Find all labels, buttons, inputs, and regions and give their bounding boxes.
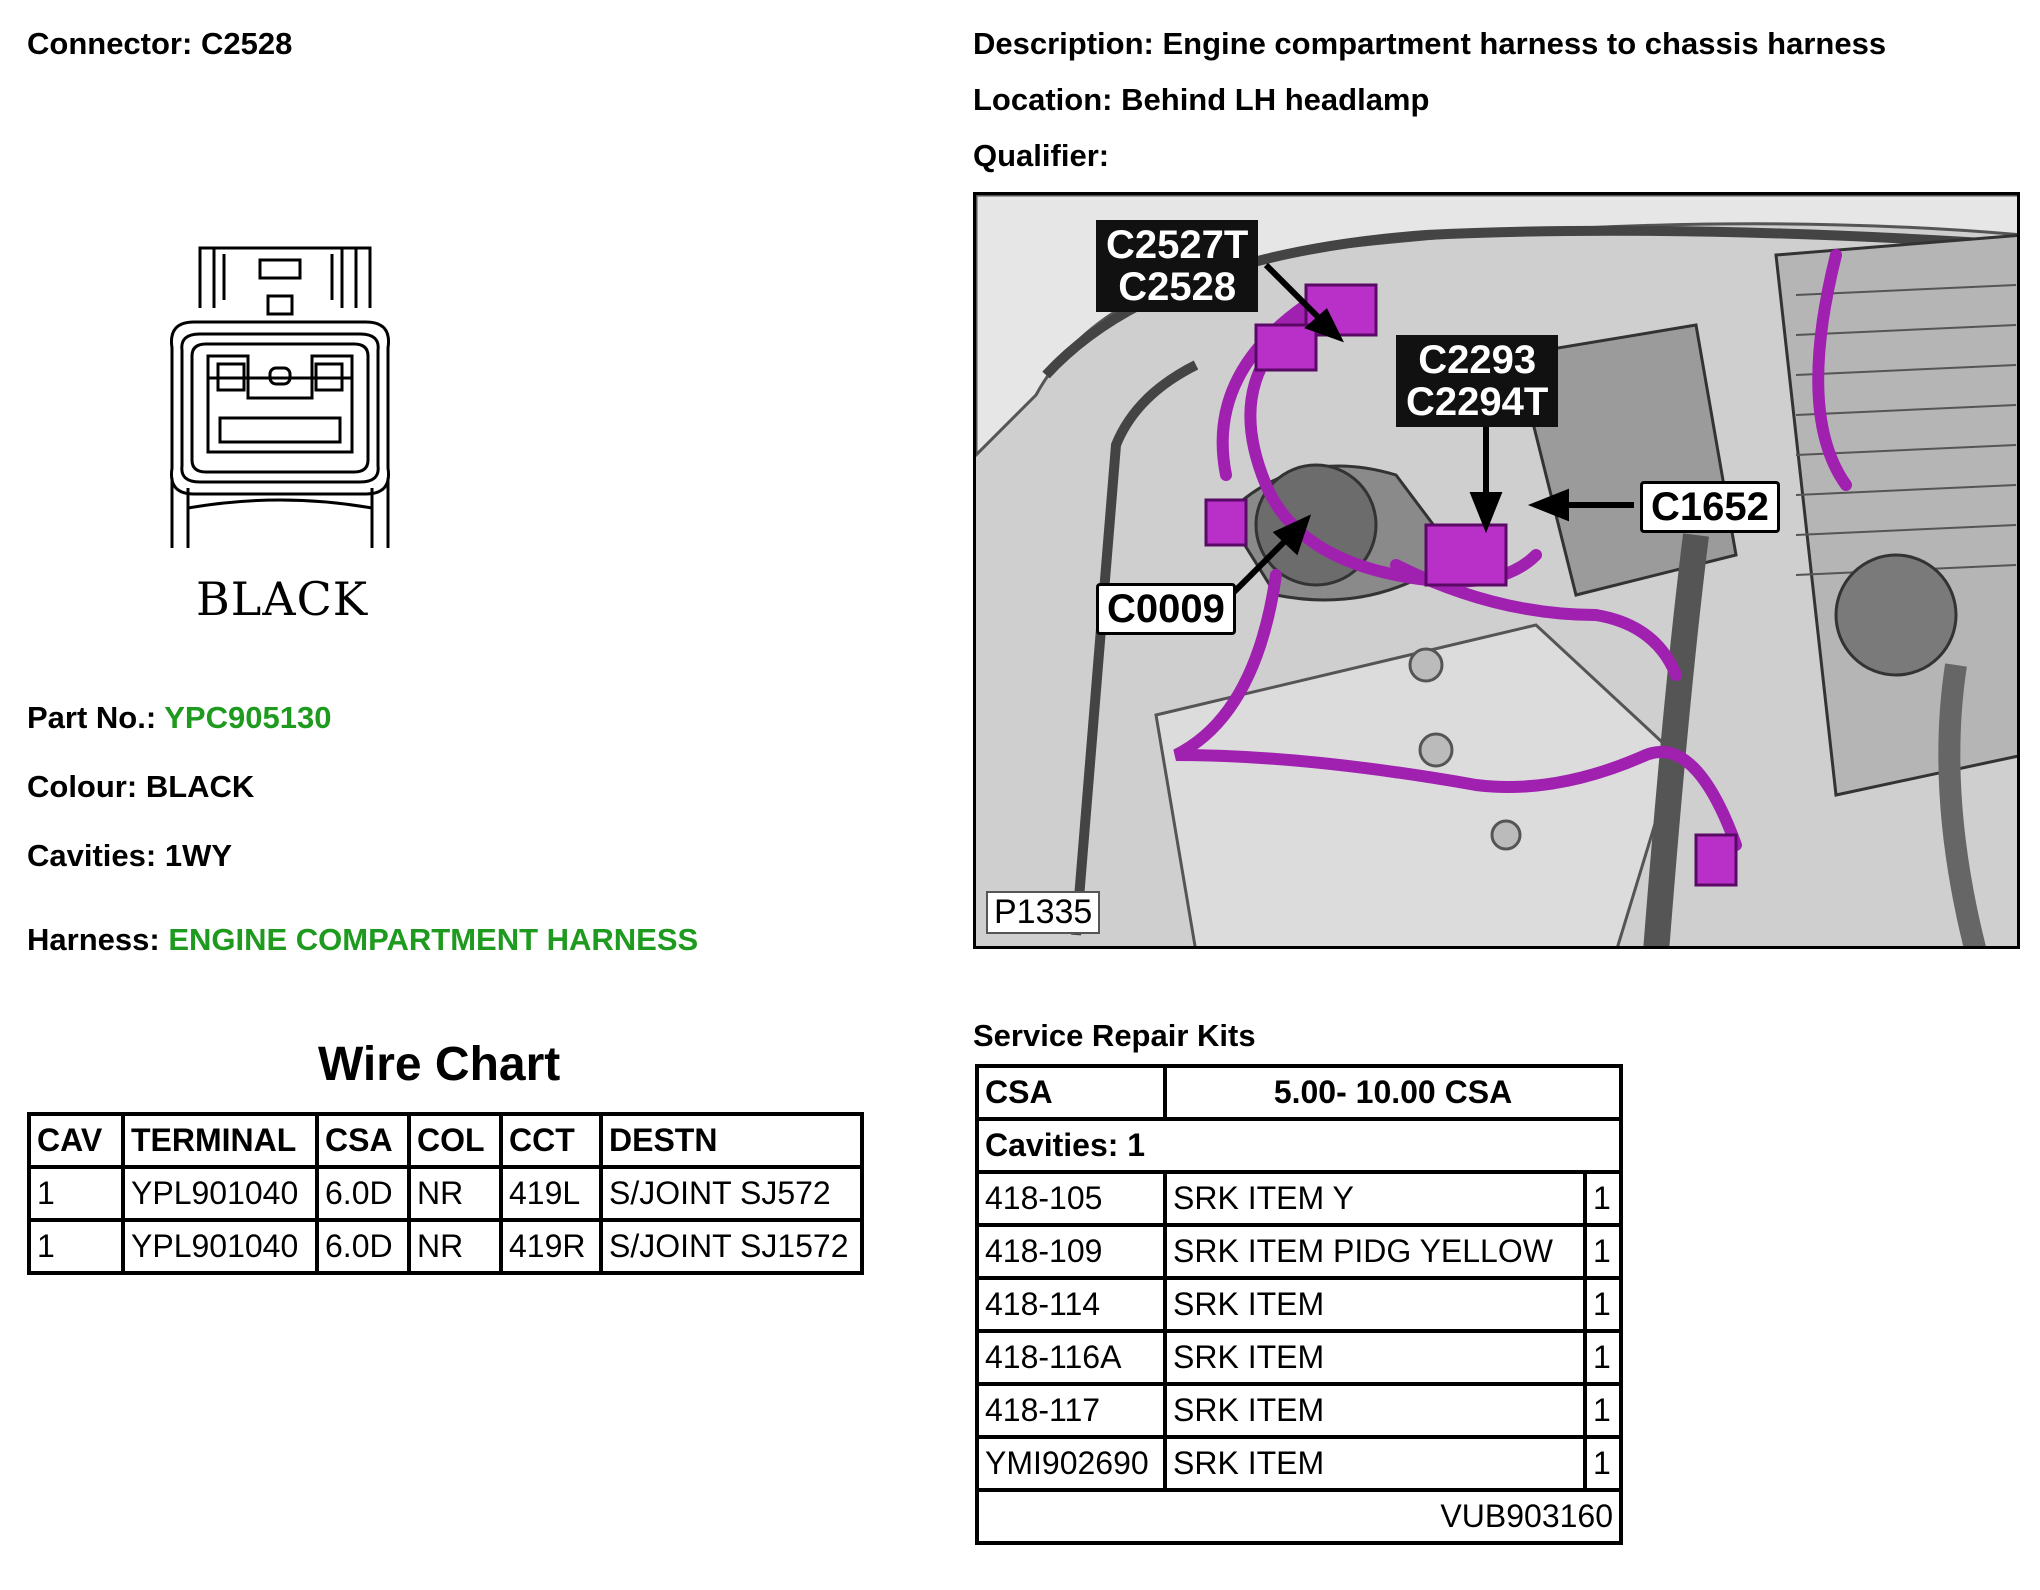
harness-link[interactable]: ENGINE COMPARTMENT HARNESS — [168, 922, 699, 957]
kit-description: SRK ITEM Y — [1165, 1172, 1585, 1225]
cct-cell: 419L — [501, 1167, 601, 1220]
kit-description: SRK ITEM — [1165, 1331, 1585, 1384]
kit-qty: 1 — [1585, 1172, 1621, 1225]
callout-c1652: C1652 — [1640, 481, 1780, 533]
connector-value: C2528 — [200, 26, 293, 61]
destn-cell: S/JOINT SJ1572 — [601, 1220, 862, 1273]
kit-qty: 1 — [1585, 1225, 1621, 1278]
kit-code: 418-117 — [977, 1384, 1165, 1437]
callout-c0009: C0009 — [1096, 583, 1236, 635]
header-col: COL — [409, 1114, 501, 1167]
kit-code: 418-114 — [977, 1278, 1165, 1331]
connector-colour-caption: BLACK — [196, 572, 369, 626]
qualifier-label: Qualifier: — [973, 138, 1110, 173]
callout-c2527t-c2528 — [1096, 220, 1258, 312]
connector-line — [27, 26, 292, 62]
cct-cell: 419R — [501, 1220, 601, 1273]
colour-line — [27, 769, 254, 805]
callout-c2528-label: C2528 — [1118, 265, 1237, 309]
kits-footer-row — [977, 1490, 1621, 1543]
header-terminal: TERMINAL — [123, 1114, 317, 1167]
kit-description: SRK ITEM — [1165, 1437, 1585, 1490]
col-cell: NR — [409, 1167, 501, 1220]
csa-value: 5.00- 10.00 CSA — [1165, 1066, 1621, 1119]
terminal-cell: YPL901040 — [123, 1167, 317, 1220]
kit-code: YMI902690 — [977, 1437, 1165, 1490]
destn-cell: S/JOINT SJ572 — [601, 1167, 862, 1220]
csa-label: CSA — [977, 1066, 1165, 1119]
colour-value: BLACK — [145, 769, 255, 804]
connector-face-icon — [160, 238, 400, 558]
description-line — [973, 26, 1886, 62]
photo-reference: P1335 — [986, 891, 1100, 934]
description-label: Description: — [973, 26, 1154, 61]
cavities-value: 1WY — [164, 838, 233, 873]
cavities-row — [977, 1119, 1621, 1172]
callout-c2293-c2294t — [1396, 335, 1558, 427]
colour-label: Colour: — [27, 769, 138, 804]
col-cell: NR — [409, 1220, 501, 1273]
table-row — [977, 1225, 1621, 1278]
table-row — [29, 1220, 862, 1273]
kit-code: 418-109 — [977, 1225, 1165, 1278]
harness-label: Harness: — [27, 922, 160, 957]
header-cct: CCT — [501, 1114, 601, 1167]
table-row — [977, 1172, 1621, 1225]
kit-qty: 1 — [1585, 1384, 1621, 1437]
kit-code: 418-105 — [977, 1172, 1165, 1225]
table-row — [29, 1167, 862, 1220]
csa-cell: 6.0D — [317, 1220, 409, 1273]
csa-cell: 6.0D — [317, 1167, 409, 1220]
kit-code: 418-116A — [977, 1331, 1165, 1384]
callout-c2527t-label: C2527T — [1106, 223, 1249, 267]
cav-cell: 1 — [29, 1220, 123, 1273]
cavities-label: Cavities: — [27, 838, 157, 873]
table-row — [977, 1384, 1621, 1437]
part-no-link[interactable]: YPC905130 — [164, 700, 332, 735]
harness-line — [27, 922, 698, 958]
kits-cavities: Cavities: 1 — [977, 1119, 1621, 1172]
part-no-label: Part No.: — [27, 700, 157, 735]
callout-c2294t-label: C2294T — [1406, 380, 1549, 424]
terminal-cell: YPL901040 — [123, 1220, 317, 1273]
service-repair-kits-title: Service Repair Kits — [973, 1018, 1256, 1053]
csa-row — [977, 1066, 1621, 1119]
kits-footer-code: VUB903160 — [977, 1490, 1621, 1543]
header-csa: CSA — [317, 1114, 409, 1167]
service-repair-kits-table — [975, 1064, 1623, 1545]
cav-cell: 1 — [29, 1167, 123, 1220]
kit-qty: 1 — [1585, 1437, 1621, 1490]
location-photo — [973, 192, 2020, 949]
kit-description: SRK ITEM — [1165, 1384, 1585, 1437]
location-label: Location: — [973, 82, 1113, 117]
kit-description: SRK ITEM PIDG YELLOW — [1165, 1225, 1585, 1278]
wire-chart-table — [27, 1112, 864, 1275]
wire-chart-title: Wire Chart — [318, 1038, 561, 1091]
connector-label: Connector: — [27, 26, 193, 61]
table-row — [977, 1437, 1621, 1490]
callout-c2293-label: C2293 — [1418, 338, 1537, 382]
description-value: Engine compartment harness to chassis harness — [1162, 26, 1887, 61]
table-row — [977, 1278, 1621, 1331]
location-line — [973, 82, 1429, 118]
location-value: Behind LH headlamp — [1121, 82, 1430, 117]
qualifier-line — [973, 138, 1109, 174]
header-cav: CAV — [29, 1114, 123, 1167]
header-destn: DESTN — [601, 1114, 862, 1167]
kit-qty: 1 — [1585, 1331, 1621, 1384]
kit-qty: 1 — [1585, 1278, 1621, 1331]
cavities-line — [27, 838, 232, 874]
kit-description: SRK ITEM — [1165, 1278, 1585, 1331]
wire-chart-header-row — [29, 1114, 862, 1167]
part-no-line — [27, 700, 331, 736]
table-row — [977, 1331, 1621, 1384]
